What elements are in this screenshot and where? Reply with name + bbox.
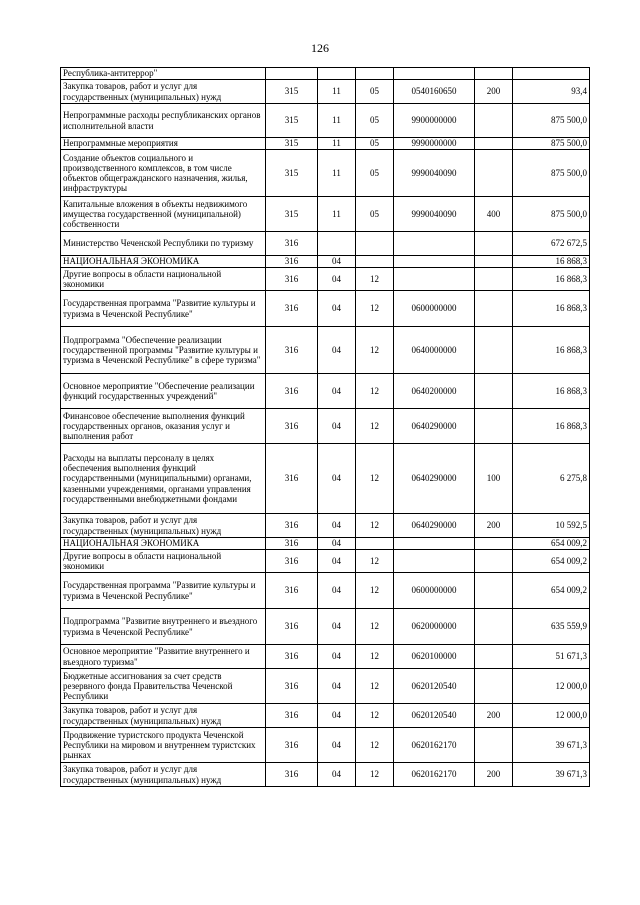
cell-name: Создание объектов социального и производственного комплексов, в том числе объектов общегражданского назначения, жилья, инфраструктуры — [61, 150, 266, 197]
cell-name: Продвижение туристского продукта Чеченской Республики на мировом и внутреннем туристских рынках — [61, 728, 266, 763]
cell-ved: 316 — [266, 232, 318, 256]
cell-ved: 315 — [266, 150, 318, 197]
cell-rz: 04 — [318, 409, 356, 444]
cell-vr — [475, 256, 513, 268]
cell-rz: 04 — [318, 374, 356, 409]
table-row — [61, 291, 590, 327]
cell-sum: 16 868,3 — [513, 256, 590, 268]
cell-sum: 16 868,3 — [513, 268, 590, 291]
cell-pr — [356, 538, 394, 550]
cell-ved: 316 — [266, 374, 318, 409]
cell-name: Подпрограмма "Развитие внутреннего и въездного туризма в Чеченской Республике" — [61, 609, 266, 645]
cell-vr — [475, 232, 513, 256]
cell-rz: 04 — [318, 763, 356, 787]
cell-ved: 316 — [266, 550, 318, 573]
table-row — [61, 514, 590, 538]
cell-rz: 04 — [318, 645, 356, 669]
cell-ved: 316 — [266, 609, 318, 645]
cell-ved: 316 — [266, 538, 318, 550]
cell-csr: 0640200000 — [394, 374, 475, 409]
cell-name: Основное мероприятие "Обеспечение реализации функций государственных учреждений" — [61, 374, 266, 409]
table-row — [61, 728, 590, 763]
cell-rz: 04 — [318, 669, 356, 704]
cell-vr — [475, 550, 513, 573]
cell-vr — [475, 573, 513, 609]
cell-csr: 9900000000 — [394, 104, 475, 138]
cell-name: Другие вопросы в области национальной экономики — [61, 550, 266, 573]
cell-pr: 12 — [356, 327, 394, 374]
cell-sum: 654 009,2 — [513, 550, 590, 573]
cell-sum: 12 000,0 — [513, 704, 590, 728]
table-row — [61, 68, 590, 80]
cell-pr: 12 — [356, 550, 394, 573]
table-row — [61, 444, 590, 514]
cell-ved: 316 — [266, 291, 318, 327]
cell-vr — [475, 327, 513, 374]
cell-sum: 51 671,3 — [513, 645, 590, 669]
cell-pr: 12 — [356, 763, 394, 787]
cell-csr: 9990040090 — [394, 197, 475, 232]
cell-ved: 316 — [266, 444, 318, 514]
cell-rz: 04 — [318, 728, 356, 763]
table-row — [61, 669, 590, 704]
cell-vr — [475, 645, 513, 669]
cell-rz: 04 — [318, 538, 356, 550]
cell-rz: 11 — [318, 138, 356, 150]
cell-name: Государственная программа "Развитие культуры и туризма в Чеченской Республике" — [61, 573, 266, 609]
cell-csr: 0640290000 — [394, 409, 475, 444]
cell-ved: 316 — [266, 256, 318, 268]
cell-rz: 04 — [318, 256, 356, 268]
cell-sum: 16 868,3 — [513, 374, 590, 409]
cell-csr: 0640290000 — [394, 444, 475, 514]
cell-rz: 04 — [318, 704, 356, 728]
cell-csr: 0620000000 — [394, 609, 475, 645]
cell-pr — [356, 256, 394, 268]
cell-vr — [475, 609, 513, 645]
cell-ved: 316 — [266, 409, 318, 444]
cell-vr: 200 — [475, 80, 513, 104]
cell-name: Финансовое обеспечение выполнения функций государственных органов, оказания услуг и выполнения работ — [61, 409, 266, 444]
cell-pr: 05 — [356, 104, 394, 138]
cell-csr: 0620162170 — [394, 728, 475, 763]
cell-name: Подпрограмма "Обеспечение реализации государственной программы "Развитие культуры и туризма в Чеченской Республике" в сфере туризма" — [61, 327, 266, 374]
cell-sum: 93,4 — [513, 80, 590, 104]
cell-name: Закупка товаров, работ и услуг для государственных (муниципальных) нужд — [61, 763, 266, 787]
table-row — [61, 150, 590, 197]
cell-ved: 316 — [266, 763, 318, 787]
cell-rz: 04 — [318, 291, 356, 327]
cell-name: НАЦИОНАЛЬНАЯ ЭКОНОМИКА — [61, 538, 266, 550]
cell-name: Основное мероприятие "Развитие внутреннего и въездного туризма" — [61, 645, 266, 669]
table-row — [61, 704, 590, 728]
cell-rz — [318, 68, 356, 80]
cell-vr — [475, 138, 513, 150]
cell-name: Расходы на выплаты персоналу в целях обеспечения выполнения функций государственными (муниципальными) органами, казенными учреждениями, органами управления государственными внебюджетными фондами — [61, 444, 266, 514]
cell-vr — [475, 104, 513, 138]
table-row — [61, 256, 590, 268]
cell-csr: 0640000000 — [394, 327, 475, 374]
cell-pr: 05 — [356, 150, 394, 197]
cell-vr: 200 — [475, 514, 513, 538]
cell-csr: 0620120540 — [394, 669, 475, 704]
cell-sum: 16 868,3 — [513, 327, 590, 374]
cell-pr: 05 — [356, 197, 394, 232]
cell-pr: 05 — [356, 80, 394, 104]
cell-ved: 316 — [266, 704, 318, 728]
cell-sum: 635 559,9 — [513, 609, 590, 645]
cell-sum: 875 500,0 — [513, 197, 590, 232]
cell-rz: 04 — [318, 268, 356, 291]
cell-ved: 316 — [266, 669, 318, 704]
cell-vr: 200 — [475, 704, 513, 728]
cell-csr: 0600000000 — [394, 573, 475, 609]
cell-name: Государственная программа "Развитие культуры и туризма в Чеченской Республике" — [61, 291, 266, 327]
cell-pr: 12 — [356, 268, 394, 291]
cell-sum: 654 009,2 — [513, 538, 590, 550]
cell-name: Капитальные вложения в объекты недвижимого имущества государственной (муниципальной) собственности — [61, 197, 266, 232]
cell-ved: 316 — [266, 268, 318, 291]
cell-csr: 9990040090 — [394, 150, 475, 197]
table-row — [61, 268, 590, 291]
cell-pr: 12 — [356, 609, 394, 645]
page-number: 126 — [311, 41, 329, 55]
cell-name: Непрограммные расходы республиканских органов исполнительной власти — [61, 104, 266, 138]
cell-ved: 316 — [266, 327, 318, 374]
cell-ved: 315 — [266, 138, 318, 150]
cell-csr — [394, 256, 475, 268]
cell-rz: 04 — [318, 514, 356, 538]
cell-rz: 04 — [318, 573, 356, 609]
cell-csr: 0620120540 — [394, 704, 475, 728]
cell-name: Непрограммные мероприятия — [61, 138, 266, 150]
cell-sum: 16 868,3 — [513, 291, 590, 327]
cell-name: Республика-антитеррор" — [61, 68, 266, 80]
cell-vr: 200 — [475, 763, 513, 787]
cell-csr — [394, 550, 475, 573]
table-row — [61, 374, 590, 409]
cell-sum: 875 500,0 — [513, 104, 590, 138]
cell-name: Другие вопросы в области национальной экономики — [61, 268, 266, 291]
cell-sum: 16 868,3 — [513, 409, 590, 444]
cell-pr: 12 — [356, 444, 394, 514]
cell-rz: 11 — [318, 197, 356, 232]
cell-ved: 316 — [266, 728, 318, 763]
cell-rz: 04 — [318, 327, 356, 374]
cell-pr: 12 — [356, 573, 394, 609]
table-row — [61, 197, 590, 232]
cell-vr: 100 — [475, 444, 513, 514]
cell-pr: 12 — [356, 291, 394, 327]
cell-sum — [513, 68, 590, 80]
cell-pr: 12 — [356, 669, 394, 704]
cell-csr — [394, 68, 475, 80]
cell-name: Закупка товаров, работ и услуг для государственных (муниципальных) нужд — [61, 80, 266, 104]
cell-ved — [266, 68, 318, 80]
cell-name: Бюджетные ассигнования за счет средств резервного фонда Правительства Чеченской Республики — [61, 669, 266, 704]
cell-rz — [318, 232, 356, 256]
table-row — [61, 550, 590, 573]
cell-sum: 654 009,2 — [513, 573, 590, 609]
cell-sum: 875 500,0 — [513, 150, 590, 197]
cell-vr — [475, 68, 513, 80]
cell-ved: 315 — [266, 197, 318, 232]
cell-pr: 12 — [356, 409, 394, 444]
cell-pr: 12 — [356, 645, 394, 669]
cell-csr: 0600000000 — [394, 291, 475, 327]
cell-ved: 315 — [266, 104, 318, 138]
cell-pr — [356, 68, 394, 80]
cell-ved: 316 — [266, 573, 318, 609]
cell-csr — [394, 538, 475, 550]
table-row — [61, 763, 590, 787]
cell-csr: 9990000000 — [394, 138, 475, 150]
table-row — [61, 232, 590, 256]
cell-pr: 12 — [356, 704, 394, 728]
cell-vr — [475, 150, 513, 197]
cell-sum: 875 500,0 — [513, 138, 590, 150]
cell-pr: 12 — [356, 514, 394, 538]
cell-csr: 0640290000 — [394, 514, 475, 538]
table-row — [61, 573, 590, 609]
cell-pr: 12 — [356, 728, 394, 763]
cell-vr: 400 — [475, 197, 513, 232]
cell-csr — [394, 268, 475, 291]
cell-sum: 39 671,3 — [513, 728, 590, 763]
cell-rz: 04 — [318, 444, 356, 514]
cell-csr — [394, 232, 475, 256]
cell-ved: 316 — [266, 514, 318, 538]
table-row — [61, 80, 590, 104]
cell-vr — [475, 538, 513, 550]
cell-pr — [356, 232, 394, 256]
cell-name: Закупка товаров, работ и услуг для государственных (муниципальных) нужд — [61, 514, 266, 538]
budget-table — [60, 67, 590, 787]
cell-csr: 0620162170 — [394, 763, 475, 787]
cell-name: Закупка товаров, работ и услуг для государственных (муниципальных) нужд — [61, 704, 266, 728]
cell-pr: 12 — [356, 374, 394, 409]
cell-sum: 12 000,0 — [513, 669, 590, 704]
table-row — [61, 538, 590, 550]
cell-rz: 11 — [318, 104, 356, 138]
cell-vr — [475, 728, 513, 763]
cell-sum: 6 275,8 — [513, 444, 590, 514]
table-row — [61, 645, 590, 669]
table-row — [61, 409, 590, 444]
cell-vr — [475, 268, 513, 291]
budget-table-body — [61, 68, 590, 787]
cell-csr: 0540160650 — [394, 80, 475, 104]
cell-vr — [475, 669, 513, 704]
cell-vr — [475, 291, 513, 327]
cell-rz: 04 — [318, 550, 356, 573]
cell-csr: 0620100000 — [394, 645, 475, 669]
cell-sum: 10 592,5 — [513, 514, 590, 538]
cell-rz: 11 — [318, 80, 356, 104]
cell-vr — [475, 374, 513, 409]
cell-name: Министерство Чеченской Республики по туризму — [61, 232, 266, 256]
table-row — [61, 327, 590, 374]
cell-name: НАЦИОНАЛЬНАЯ ЭКОНОМИКА — [61, 256, 266, 268]
cell-sum: 39 671,3 — [513, 763, 590, 787]
cell-ved: 316 — [266, 645, 318, 669]
table-row — [61, 138, 590, 150]
cell-rz: 11 — [318, 150, 356, 197]
table-row — [61, 609, 590, 645]
table-row — [61, 104, 590, 138]
cell-pr: 05 — [356, 138, 394, 150]
cell-rz: 04 — [318, 609, 356, 645]
cell-sum: 672 672,5 — [513, 232, 590, 256]
cell-vr — [475, 409, 513, 444]
cell-ved: 315 — [266, 80, 318, 104]
